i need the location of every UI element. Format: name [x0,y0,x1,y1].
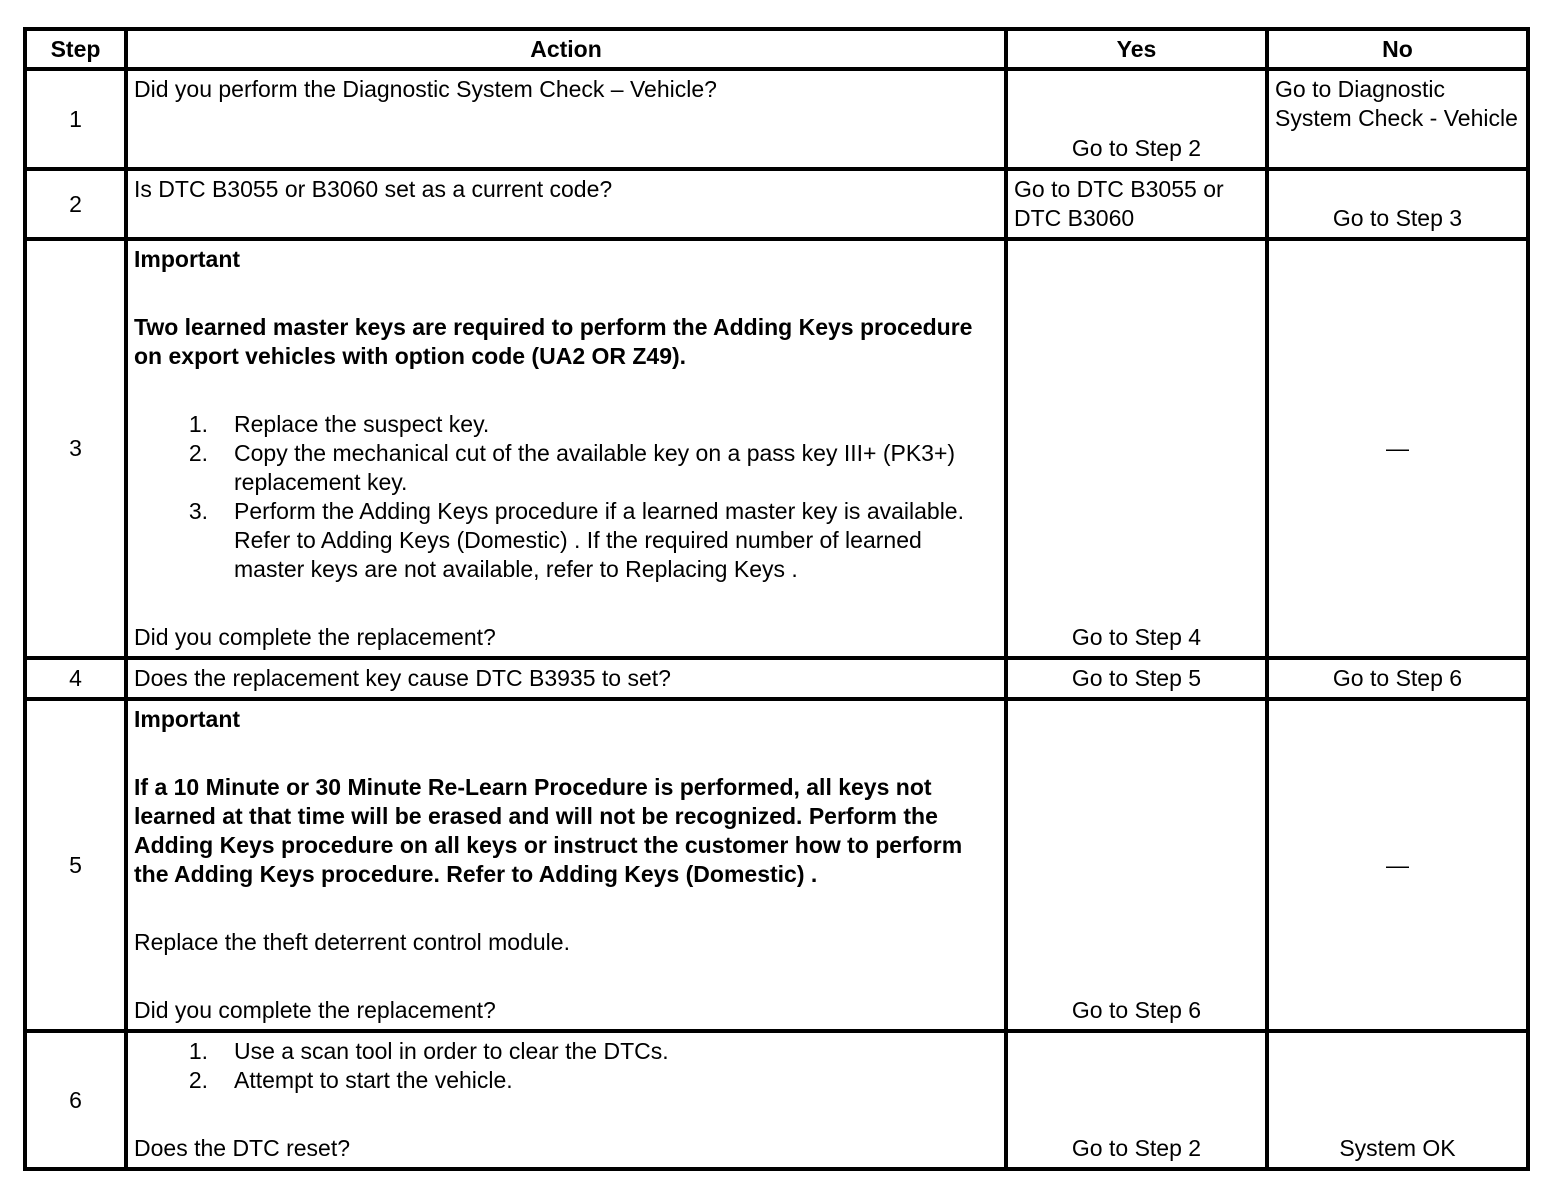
step-number: 2 [25,169,126,239]
header-no: No [1267,29,1528,69]
step-number: 5 [25,699,126,1031]
table-row [25,69,1528,169]
step-number: 4 [25,658,126,699]
yes-result: Go to Step 2 [1006,1031,1267,1169]
action-text: Does the replacement key cause DTC B3935 to set? [126,658,1006,699]
action-cell [126,1031,1006,1169]
action-cell [126,699,1006,1031]
list-item: 2. Copy the mechanical cut of the available key on a pass key III+ (PK3+) replacement key. [188,440,956,495]
yes-result: Go to Step 4 [1006,239,1267,658]
list-item: 1. Use a scan tool in order to clear the DTCs. [188,1038,669,1064]
question-text: Did you complete the replacement? [134,997,496,1023]
step-number: 3 [25,239,126,658]
yes-result: Go to Step 2 [1006,69,1267,169]
table-row [25,1031,1528,1169]
action-text: Is DTC B3055 or B3060 set as a current code? [126,169,1006,239]
table-row [25,699,1528,1031]
no-result: — [1267,699,1528,1031]
instruction-text: Replace the theft deterrent control module. [134,929,570,955]
important-title: Important [134,246,241,272]
important-text: Two learned master keys are required to perform the Adding Keys procedure on export vehicles with option code (UA2 OR Z49). [134,314,973,369]
header-action: Action [126,29,1006,69]
step-number: 1 [25,69,126,169]
table-row [25,169,1528,239]
yes-result: Go to Step 6 [1006,699,1267,1031]
important-text: If a 10 Minute or 30 Minute Re-Learn Procedure is performed, all keys not learned at that time will be erased and will not be recognized. Perform the Adding Keys procedure on all keys or instruct the customer how to perform the Adding Keys procedure. Refer to Adding Keys (Domestic) . [134,774,963,887]
no-result: System OK [1267,1031,1528,1169]
yes-result: Go to Step 5 [1006,658,1267,699]
list-item: 1. Replace the suspect key. [188,411,490,437]
table-row [25,239,1528,658]
no-result: Go to Step 3 [1267,169,1528,239]
list-item: 2. Attempt to start the vehicle. [188,1067,513,1093]
step-number: 6 [25,1031,126,1169]
no-result: Go to Step 6 [1267,658,1528,699]
procedure-list [134,410,1000,584]
header-row [25,29,1528,69]
yes-result: Go to DTC B3055 or DTC B3060 [1006,169,1267,239]
list-item: 3. Perform the Adding Keys procedure if a learned master key is available. Refer to Adding Keys (Domestic) . If the required number of learned master keys are not available, refer to Replacing Keys . [188,498,964,582]
action-cell [126,239,1006,658]
procedure-list [134,1037,1000,1095]
table-row [25,658,1528,699]
diagnostic-table [23,27,1530,1171]
header-yes: Yes [1006,29,1267,69]
header-step: Step [25,29,126,69]
important-title: Important [134,706,241,732]
no-result: Go to Diagnostic System Check - Vehicle [1267,69,1528,169]
action-text: Did you perform the Diagnostic System Check – Vehicle? [126,69,1006,169]
question-text: Did you complete the replacement? [134,624,496,650]
question-text: Does the DTC reset? [134,1135,351,1161]
no-result: — [1267,239,1528,658]
